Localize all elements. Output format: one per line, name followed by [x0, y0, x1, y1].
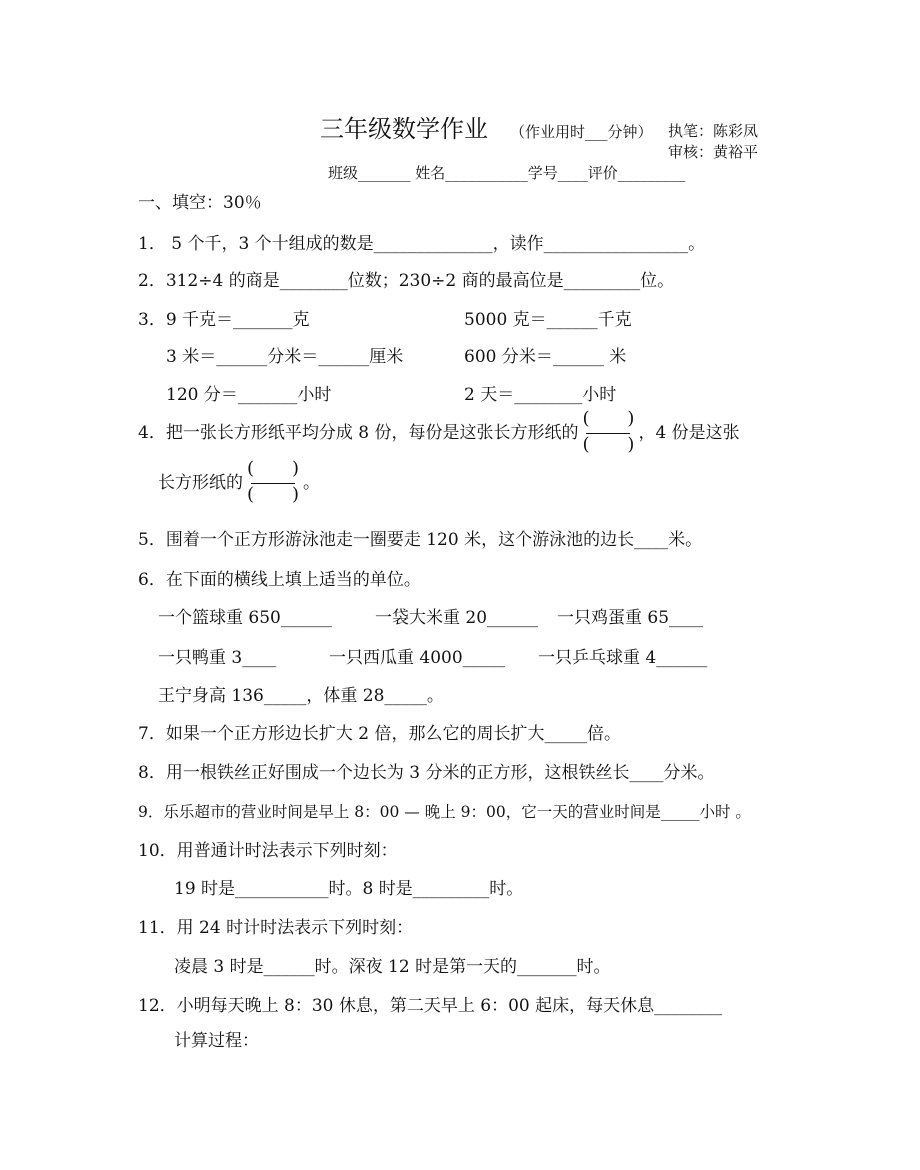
question-6f: 一只乒乓球重 4______	[538, 648, 708, 668]
question-10: 10．用普通计时法表示下列时刻：	[138, 841, 398, 861]
question-11: 11．用 24 时计时法表示下列时刻：	[138, 918, 414, 938]
question-4d: 。	[303, 473, 320, 493]
fraction-denominator-close: )	[627, 433, 635, 455]
question-5: 5．围着一个正方形游泳池走一圈要走 120 米，这个游泳池的边长____米。	[138, 530, 703, 550]
question-11a: 凌晨 3 时是______时。深夜 12 时是第一天的_______时。	[174, 957, 611, 977]
question-3d: 600 分米＝______ 米	[464, 347, 627, 367]
question-3e: 120 分＝_______小时	[166, 385, 332, 405]
question-9: 9．乐乐超市的营业时间是早上 8：00 — 晚上 9：00，它一天的营业时间是_____小时 。	[138, 803, 751, 821]
question-4b: ，4 份是这张	[638, 423, 740, 443]
fraction-bar	[586, 433, 630, 434]
fraction-numerator-close: )	[291, 457, 299, 479]
question-3c: 3 米＝______分米＝______厘米	[166, 347, 404, 367]
question-4-line2	[158, 458, 320, 509]
fraction-blank	[245, 459, 301, 509]
question-6: 6．在下面的横线上填上适当的单位。	[138, 570, 421, 590]
author: 执笔：陈彩凤	[668, 122, 759, 140]
fraction-numerator-open: (	[582, 407, 590, 429]
question-6g: 王宁身高 136_____，体重 28_____。	[158, 686, 444, 706]
question-10a: 19 时是___________时。8 时是_________时。	[174, 879, 524, 899]
fraction-bar	[251, 483, 295, 484]
question-2: 2．312÷4 的商是________位数；230÷2 商的最高位是_________位。	[138, 271, 675, 291]
question-3b: 5000 克＝______千克	[464, 310, 632, 330]
question-6e: 一只西瓜重 4000_____	[329, 648, 506, 668]
student-info-line: 班级_______ 姓名___________学号____评价_________	[328, 164, 686, 182]
question-6a: 一个篮球重 650______	[158, 608, 332, 628]
time-note: （作业用时___分钟）	[510, 123, 653, 141]
question-3f: 2 天＝________小时	[464, 385, 617, 405]
section-heading: 一、填空：30％	[138, 193, 262, 213]
fraction-denominator-close: )	[291, 483, 299, 505]
fraction-denominator-open: (	[582, 433, 590, 455]
question-12a: 计算过程：	[174, 1031, 259, 1051]
question-1: 1． 5 个千，3 个十组成的数是______________，读作_________________。	[138, 234, 706, 254]
question-6d: 一只鸭重 3____	[158, 648, 277, 668]
fraction-denominator-open: (	[247, 483, 255, 505]
question-4a: 4．把一张长方形纸平均分成 8 份，每份是这张长方形纸的	[138, 423, 579, 443]
question-4c: 长方形纸的	[158, 473, 243, 493]
page-title: 三年级数学作业	[320, 115, 488, 143]
reviewer: 审核：黄裕平	[668, 143, 759, 161]
question-3a: 3．9 千克＝_______克	[138, 310, 310, 330]
question-6b: 一袋大米重 20______	[375, 608, 539, 628]
question-12: 12．小明每天晚上 8：30 休息，第二天早上 6：00 起床，每天休息________	[138, 996, 723, 1016]
fraction-numerator-open: (	[247, 457, 255, 479]
question-4-line1	[138, 408, 740, 459]
fraction-blank	[580, 409, 636, 459]
question-6c: 一只鸡蛋重 65____	[557, 608, 704, 628]
fraction-numerator-close: )	[627, 407, 635, 429]
question-7: 7．如果一个正方形边长扩大 2 倍，那么它的周长扩大_____倍。	[138, 724, 621, 744]
question-8: 8．用一根铁丝正好围成一个边长为 3 分米的正方形，这根铁丝长____分米。	[138, 763, 715, 783]
